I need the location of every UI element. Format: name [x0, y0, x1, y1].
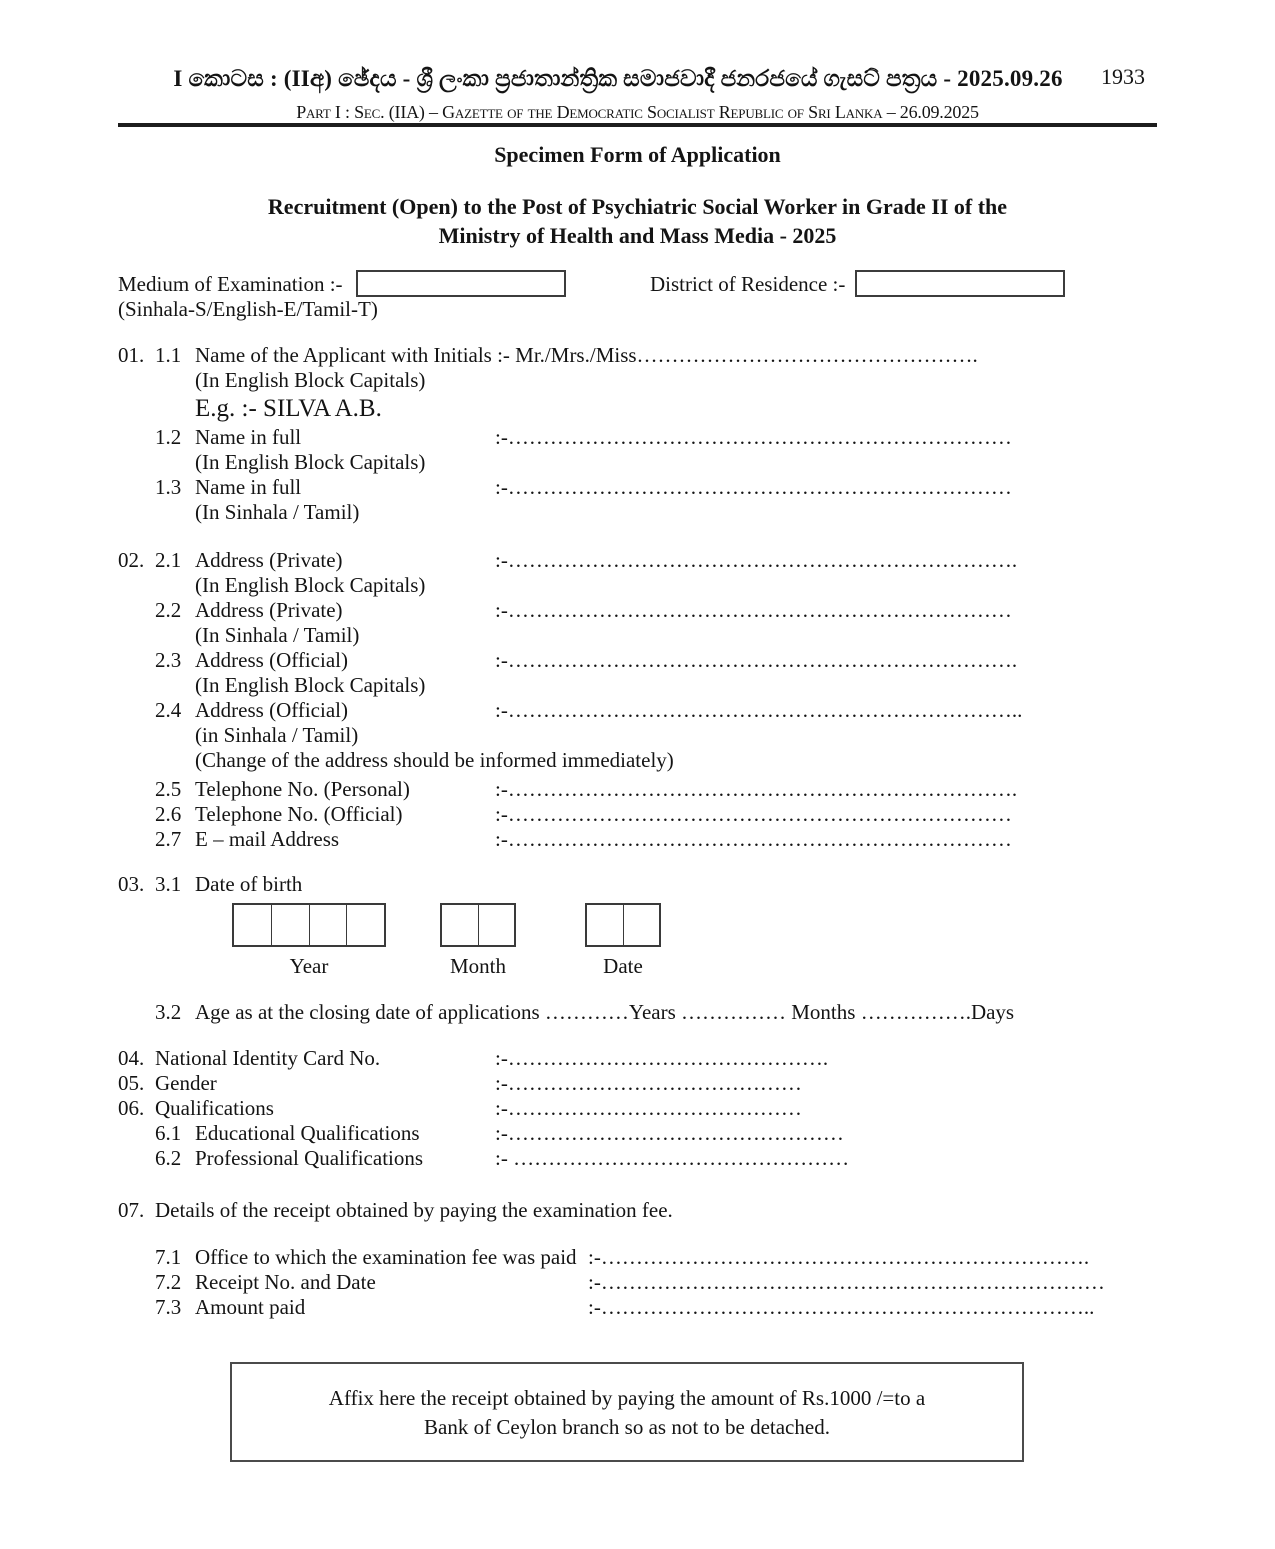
- dotted-entry-line: :-……………………………………………………………….: [495, 777, 1018, 801]
- form-row: [118, 548, 1157, 573]
- field-note: (In English Block Capitals): [195, 573, 426, 597]
- dob-month-label: Month: [449, 954, 506, 978]
- form-row: [118, 1096, 1157, 1121]
- field-label: Professional Qualifications: [195, 1146, 424, 1170]
- dob-date-boxes: [585, 903, 661, 947]
- form-row: [118, 425, 1157, 450]
- dotted-entry-line: :-………………………………………………………………: [495, 827, 1012, 851]
- dotted-entry-line: :-……………………………………………………………..: [588, 1295, 1095, 1319]
- dob-year-boxes: [232, 903, 386, 947]
- medium-district-row: [118, 270, 1157, 300]
- field-label: Receipt No. and Date: [195, 1270, 376, 1294]
- medium-of-examination-box[interactable]: [356, 270, 566, 297]
- item-number: 04.: [118, 1046, 145, 1070]
- dob-year-label: Year: [289, 954, 329, 978]
- form-row: [118, 748, 1157, 773]
- form-row: [118, 673, 1157, 698]
- form-row: [118, 872, 1157, 897]
- section-04-05-06: [118, 1046, 1157, 1171]
- dotted-entry-line: :-…………………………………………: [495, 1121, 844, 1145]
- item-subnumber: 2.3: [155, 648, 182, 672]
- item-number: 06.: [118, 1096, 145, 1120]
- item-subnumber: 1.3: [155, 475, 182, 499]
- field-label: Name in full: [195, 425, 302, 449]
- form-row: [118, 1046, 1157, 1071]
- field-note: (In Sinhala / Tamil): [195, 500, 360, 524]
- field-label: Date of birth: [195, 872, 303, 896]
- example-text: E.g. :- SILVA A.B.: [195, 395, 382, 422]
- item-number: 02.: [118, 548, 145, 572]
- form-row: [118, 393, 1157, 425]
- dotted-entry-line: :-……………………………………: [495, 1071, 802, 1095]
- recruitment-title-line2: Ministry of Health and Mass Media - 2025: [438, 223, 837, 248]
- affix-instruction-line1: Affix here the receipt obtained by paying the amount of Rs.1000 /=to a: [328, 1386, 926, 1410]
- form-row: [118, 1071, 1157, 1096]
- form-row: [118, 827, 1157, 852]
- field-label: Address (Private): [195, 548, 343, 572]
- dotted-entry-line: :- …………………………………………: [495, 1146, 850, 1170]
- field-label: Qualifications: [155, 1096, 274, 1120]
- field-label: Amount paid: [195, 1295, 306, 1319]
- item-number: 07.: [118, 1198, 145, 1222]
- dob-year-group: [232, 903, 386, 979]
- dob-year-cell[interactable]: [310, 905, 348, 945]
- form-row: [118, 698, 1157, 723]
- dob-month-group: [440, 903, 516, 979]
- dotted-entry-line: :-……………………………………………………………….: [495, 548, 1018, 572]
- dotted-entry-line: :-………………………………………………………………..: [495, 698, 1023, 722]
- dob-month-cell[interactable]: [442, 905, 479, 945]
- item-subnumber: 1.2: [155, 425, 182, 449]
- form-row: [118, 648, 1157, 673]
- dob-date-group: [585, 903, 661, 979]
- dotted-entry-line: :-………………………………………………………………: [495, 802, 1012, 826]
- field-label: Name in full: [195, 475, 302, 499]
- section-07-receipt-details: [118, 1198, 1157, 1320]
- dob-date-cell[interactable]: [624, 905, 660, 945]
- dob-month-cell[interactable]: [479, 905, 515, 945]
- district-of-residence-box[interactable]: [855, 270, 1065, 297]
- field-note: (In Sinhala / Tamil): [195, 623, 360, 647]
- form-row: [118, 802, 1157, 827]
- field-label: Office to which the examination fee was paid: [195, 1245, 577, 1269]
- form-row: [118, 500, 1157, 525]
- item-subnumber: 7.3: [155, 1295, 182, 1319]
- field-label: Gender: [155, 1071, 217, 1095]
- item-subnumber: 3.2: [155, 1000, 182, 1024]
- medium-of-examination-label: Medium of Examination :-: [118, 272, 343, 296]
- dotted-entry-line: :-……………………………………………………………….: [495, 648, 1018, 672]
- medium-language-hint: (Sinhala-S/English-E/Tamil-T): [118, 297, 378, 321]
- age-row: [118, 1000, 1157, 1025]
- section-01-name: [118, 343, 1157, 525]
- dob-year-cell[interactable]: [347, 905, 384, 945]
- header-divider-rule: [118, 123, 1157, 127]
- form-row: [118, 1000, 1157, 1025]
- dotted-entry-line: :-……………………………………….: [495, 1046, 829, 1070]
- field-label: Details of the receipt obtained by paying the examination fee.: [155, 1198, 673, 1222]
- dob-date-label: Date: [603, 954, 643, 978]
- dob-boxes: [118, 903, 1157, 983]
- page-number: 1933: [1101, 64, 1145, 89]
- form-row: [118, 573, 1157, 598]
- gazette-header-sinhala: I කොටස : (IIඅ) ඡේදය - ශ්‍රී ලංකා ප්‍රජාතාන්ත්‍රික සමාජවාදී ජනරජයේ ගැසට් පත්‍රය - 2025.09.26: [173, 66, 1063, 91]
- dotted-entry-line: :-………………………………………………………………: [588, 1270, 1105, 1294]
- item-subnumber: 2.5: [155, 777, 182, 801]
- affix-instruction-line2: Bank of Ceylon branch so as not to be detached.: [424, 1415, 830, 1439]
- gazette-header-english: Part I : Sec. (IIA) – Gazette of the Democratic Socialist Republic of Sri Lanka – 26.09.2025: [296, 102, 979, 122]
- dotted-entry-line: :-………………………………………………………………: [495, 598, 1012, 622]
- item-number: 01.: [118, 343, 145, 367]
- field-label: Address (Official): [195, 698, 348, 722]
- item-subnumber: 2.2: [155, 598, 182, 622]
- form-row: [118, 1245, 1157, 1270]
- field-label: National Identity Card No.: [155, 1046, 381, 1070]
- item-number: 03.: [118, 872, 145, 896]
- item-subnumber: 7.1: [155, 1245, 182, 1269]
- dotted-entry-line: :-…………………………………………………………….: [588, 1245, 1090, 1269]
- recruitment-title-line1: Recruitment (Open) to the Post of Psychiatric Social Worker in Grade II of the: [267, 194, 1008, 219]
- item-subnumber: 2.6: [155, 802, 182, 826]
- field-label: Educational Qualifications: [195, 1121, 420, 1145]
- item-subnumber: 2.1: [155, 548, 182, 572]
- section-03-date-of-birth: [118, 872, 1157, 1032]
- item-subnumber: 6.1: [155, 1121, 182, 1145]
- dotted-entry-line: :-………………………………………………………………: [495, 425, 1012, 449]
- district-of-residence-label: District of Residence :-: [650, 272, 846, 296]
- form-row: [118, 343, 1157, 368]
- field-note: (In English Block Capitals): [195, 368, 426, 392]
- form-row: [118, 1121, 1157, 1146]
- affix-receipt-box: [230, 1362, 1024, 1462]
- field-label: E – mail Address: [195, 827, 340, 851]
- field-note: (In English Block Capitals): [195, 673, 426, 697]
- field-label: Name of the Applicant with Initials :- Mr./Mrs./Miss………………………………………….: [195, 343, 978, 367]
- form-row: [118, 368, 1157, 393]
- field-label: Address (Official): [195, 648, 348, 672]
- item-subnumber: 2.4: [155, 698, 182, 722]
- form-row: [118, 723, 1157, 748]
- item-subnumber: 2.7: [155, 827, 182, 851]
- field-note: (Change of the address should be informed immediately): [195, 748, 674, 772]
- dob-heading-row: [118, 872, 1157, 897]
- form-row: [118, 450, 1157, 475]
- field-label: Age as at the closing date of applications …………Years …………… Months …………….Days: [195, 1000, 1015, 1024]
- dotted-entry-line: :-……………………………………: [495, 1096, 802, 1120]
- dob-year-cell[interactable]: [272, 905, 310, 945]
- item-subnumber: 7.2: [155, 1270, 182, 1294]
- field-note: (In English Block Capitals): [195, 450, 426, 474]
- form-title: Specimen Form of Application: [494, 142, 781, 167]
- dob-date-cell[interactable]: [587, 905, 624, 945]
- dotted-entry-line: :-………………………………………………………………: [495, 475, 1012, 499]
- form-row: [118, 1295, 1157, 1320]
- field-note: (in Sinhala / Tamil): [195, 723, 359, 747]
- item-number: 05.: [118, 1071, 145, 1095]
- dob-month-boxes: [440, 903, 516, 947]
- form-row: [118, 1270, 1157, 1295]
- dob-year-cell[interactable]: [234, 905, 272, 945]
- form-row: [118, 777, 1157, 802]
- form-row: [118, 598, 1157, 623]
- field-label: Telephone No. (Official): [195, 802, 403, 826]
- section-02-address: [118, 548, 1157, 852]
- recruitment-title: [0, 192, 1275, 250]
- item-subnumber: 6.2: [155, 1146, 182, 1170]
- field-label: Address (Private): [195, 598, 343, 622]
- form-row: [118, 475, 1157, 500]
- form-row: [118, 1146, 1157, 1171]
- item-subnumber: 3.1: [155, 872, 182, 896]
- form-row: [118, 623, 1157, 648]
- form-row: [118, 1198, 1157, 1223]
- field-label: Telephone No. (Personal): [195, 777, 410, 801]
- item-subnumber: 1.1: [155, 343, 182, 367]
